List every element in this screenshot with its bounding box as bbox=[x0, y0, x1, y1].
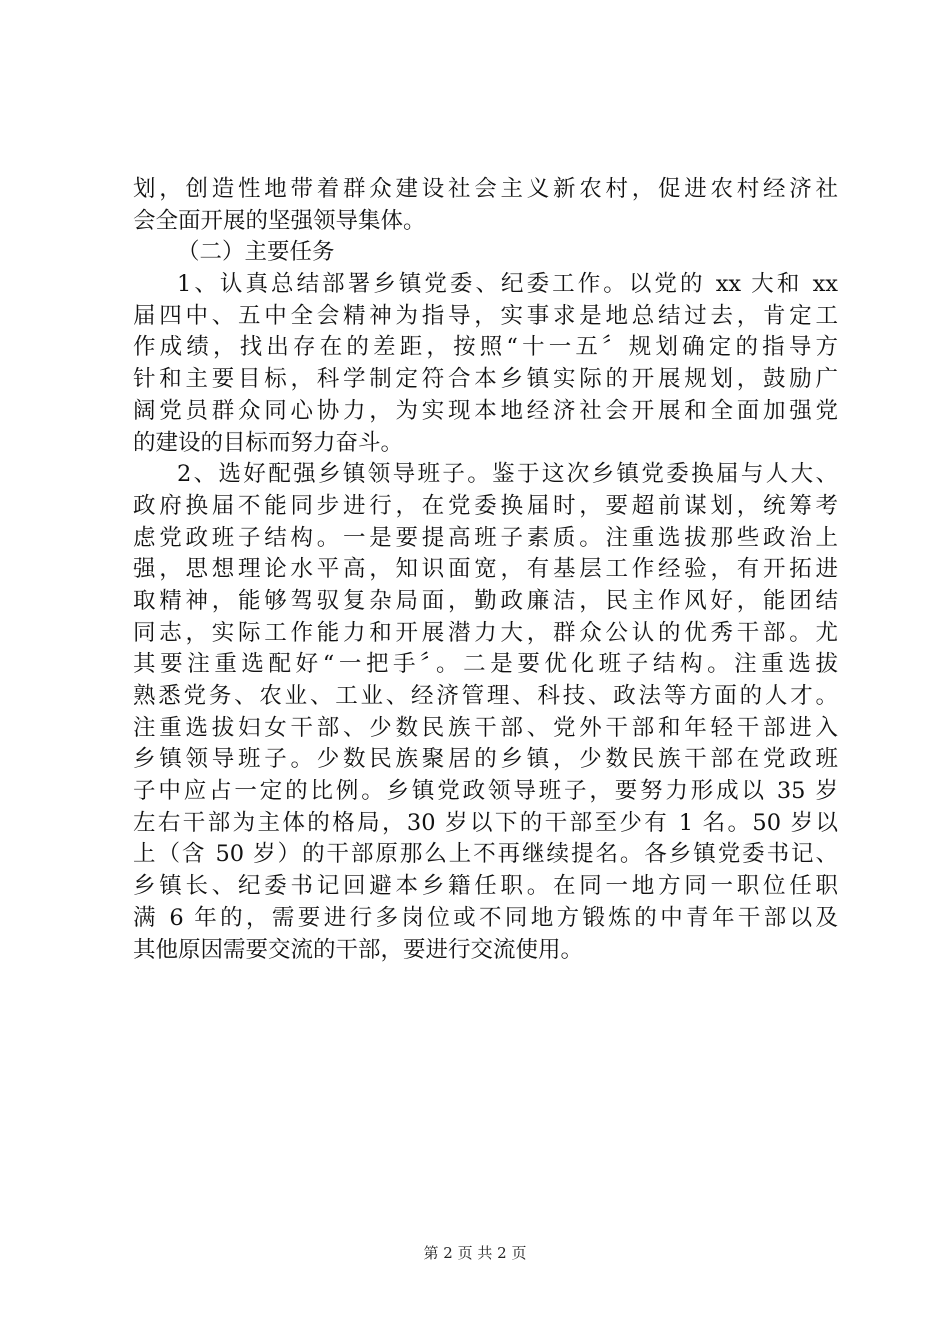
text-line: 阔党员群众同心协力，为实现本地经济社会开展和全面加强党 bbox=[133, 397, 838, 424]
text-line: 其他原因需要交流的干部，要进行交流使用。 bbox=[133, 936, 584, 963]
text-line: 熟悉党务、农业、工业、经济管理、科技、政法等方面的人才。 bbox=[133, 683, 838, 709]
text-line: 左右干部为主体的格局，30 岁以下的干部至少有 1 名。50 岁以 bbox=[133, 809, 838, 836]
text-line: 取精神，能够驾驭复杂局面，勤政廉洁，民主作风好，能团结 bbox=[133, 587, 838, 614]
text-line: 同志，实际工作能力和开展潜力大，群众公认的优秀干部。尤 bbox=[133, 619, 838, 646]
document-body bbox=[133, 174, 838, 966]
text-line: 乡镇长、纪委书记回避本乡籍任职。在同一地方同一职位任职 bbox=[133, 873, 838, 900]
text-line: 注重选拔妇女干部、少数民族干部、党外干部和年轻干部进入 bbox=[133, 714, 838, 741]
text-line: 届四中、五中全会精神为指导，实事求是地总结过去，肯定工 bbox=[133, 302, 838, 329]
text-line: 2、选好配强乡镇领导班子。鉴于这次乡镇党委换届与人大、 bbox=[177, 461, 838, 488]
text-line: 划，创造性地带着群众建设社会主义新农村，促进农村经济社 bbox=[133, 176, 838, 202]
text-line: 1、认真总结部署乡镇党委、纪委工作。以党的 xx 大和 xx bbox=[177, 271, 838, 298]
section-heading: （二）主要任务 bbox=[177, 239, 335, 266]
text-line: 其要注重选配好“一把手〞。二是要优化班子结构。注重选拔 bbox=[133, 651, 838, 678]
text-line: 虑党政班子结构。一是要提高班子素质。注重选拔那些政治上 bbox=[133, 524, 838, 551]
text-line: 的建设的目标而努力奋斗。 bbox=[133, 429, 404, 456]
page-footer bbox=[0, 1243, 950, 1263]
text-line: 乡镇领导班子。少数民族聚居的乡镇，少数民族干部在党政班 bbox=[133, 746, 838, 773]
page-number: 第 2 页 共 2 页 bbox=[423, 1244, 527, 1262]
text-line: 针和主要目标，科学制定符合本乡镇实际的开展规划，鼓励广 bbox=[133, 366, 838, 393]
text-line: 政府换届不能同步进行，在党委换届时，要超前谋划，统筹考 bbox=[133, 492, 838, 519]
text-line: 作成绩，找出存在的差距，按照“十一五〞规划确定的指导方 bbox=[133, 334, 838, 361]
text-line: 满 6 年的，需要进行多岗位或不同地方锻炼的中青年干部以及 bbox=[133, 904, 838, 931]
text-line: 子中应占一定的比例。乡镇党政领导班子，要努力形成以 35 岁 bbox=[133, 778, 838, 805]
text-line: 会全面开展的坚强领导集体。 bbox=[133, 207, 426, 234]
text-line: 强，思想理论水平高，知识面宽，有基层工作经验，有开拓进 bbox=[133, 556, 838, 583]
text-line: 上（含 50 岁）的干部原那么上不再继续提名。各乡镇党委书记、 bbox=[133, 841, 838, 868]
